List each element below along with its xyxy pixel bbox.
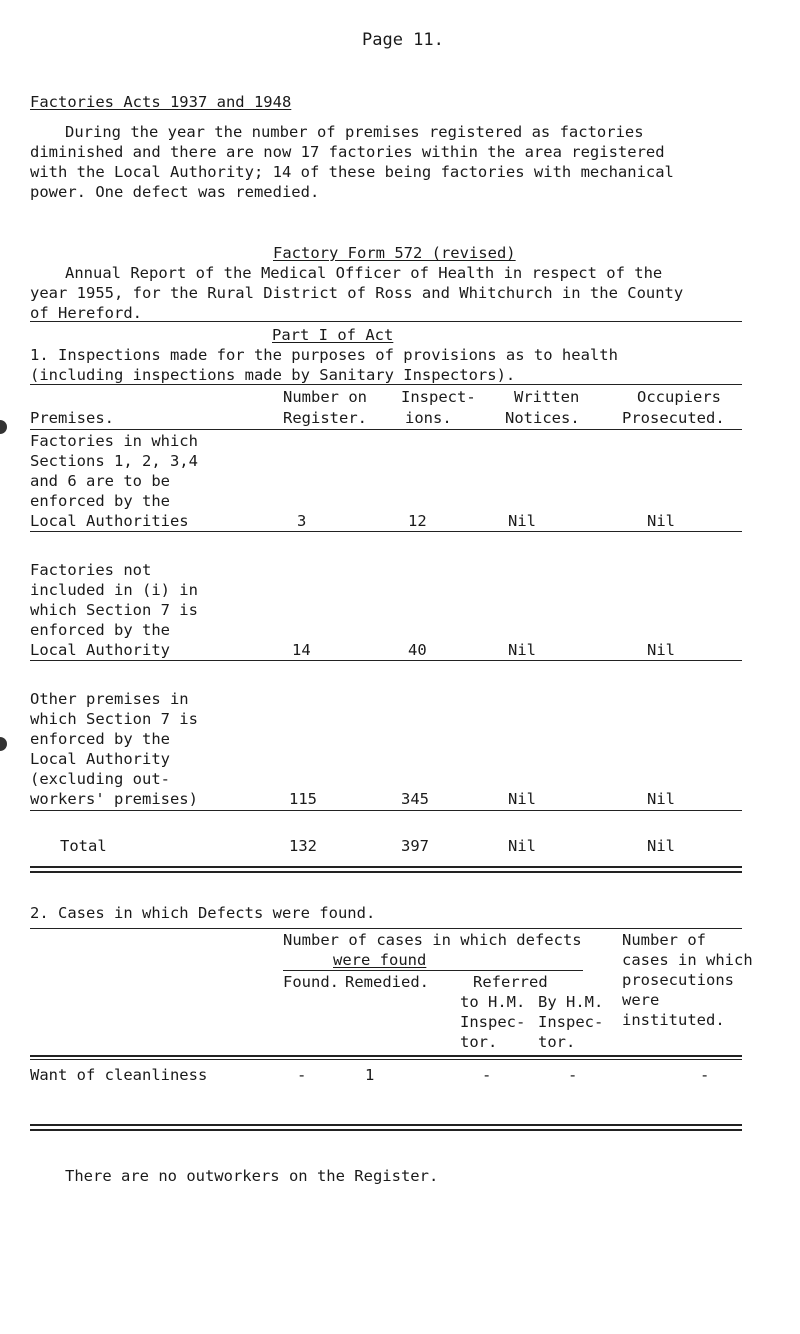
total-inspections: 397 bbox=[401, 837, 429, 855]
header-defects-group: Number of cases in which defects bbox=[283, 931, 582, 949]
rule bbox=[283, 970, 583, 971]
cell-remedied: 1 bbox=[365, 1066, 375, 1084]
report-intro-line: year 1955, for the Rural District of Ross and Whitchurch in the County bbox=[30, 284, 684, 302]
cell-register: 115 bbox=[289, 790, 317, 808]
report-intro-line: of Hereford. bbox=[30, 304, 142, 322]
header-inspections: Inspect- bbox=[401, 388, 476, 406]
total-register: 132 bbox=[289, 837, 317, 855]
table2-title: 2. Cases in which Defects were found. bbox=[30, 904, 376, 922]
total-prosecuted: Nil bbox=[647, 837, 675, 855]
cell-register: 14 bbox=[292, 641, 311, 659]
header-remedied: Remedied. bbox=[345, 973, 429, 991]
rule bbox=[30, 928, 742, 929]
double-rule bbox=[30, 1055, 742, 1057]
rule bbox=[30, 1059, 742, 1060]
cell-notices: Nil bbox=[508, 641, 536, 659]
double-rule bbox=[30, 871, 742, 873]
header-prosecuted: Occupiers bbox=[637, 388, 721, 406]
footer-note: There are no outworkers on the Register. bbox=[65, 1167, 439, 1185]
rule bbox=[30, 810, 742, 811]
cell-found: - bbox=[297, 1066, 307, 1084]
header-defects-group: were found bbox=[333, 951, 427, 969]
part-title: Part I of Act bbox=[272, 326, 394, 344]
cell-notices: Nil bbox=[508, 790, 536, 808]
total-notices: Nil bbox=[508, 837, 536, 855]
header-register: Number on bbox=[283, 388, 367, 406]
total-label: Total bbox=[60, 837, 107, 855]
inspections-heading bbox=[30, 345, 780, 385]
double-rule bbox=[30, 1129, 742, 1131]
scan-blot bbox=[0, 420, 7, 434]
cell-referred: - bbox=[482, 1066, 492, 1084]
header-notices: Written bbox=[514, 388, 580, 406]
inspections-heading-line: (including inspections made by Sanitary Inspectors). bbox=[30, 366, 516, 384]
header-notices: Notices. bbox=[505, 409, 580, 427]
paragraph-line: with the Local Authority; 14 of these being factories with mechanical bbox=[30, 163, 674, 181]
cell-inspections: 40 bbox=[408, 641, 427, 659]
rule bbox=[30, 531, 742, 532]
rule bbox=[30, 429, 742, 430]
header-register: Register. bbox=[283, 409, 367, 427]
scan-blot bbox=[0, 737, 7, 751]
paragraph-line: power. One defect was remedied. bbox=[30, 183, 320, 201]
report-intro-line: Annual Report of the Medical Officer of Health in respect of the bbox=[65, 264, 663, 282]
page-number: Page 11. bbox=[362, 30, 444, 50]
form-title: Factory Form 572 (revised) bbox=[273, 244, 516, 262]
paragraph-line: During the year the number of premises registered as factories bbox=[65, 123, 644, 141]
cell-prosecutions: - bbox=[700, 1066, 710, 1084]
double-rule bbox=[30, 1124, 742, 1126]
header-by-hm: By H.M. Inspec- tor. bbox=[538, 993, 604, 1051]
report-intro bbox=[30, 263, 780, 323]
header-premises: Premises. bbox=[30, 409, 114, 427]
cell-inspections: 12 bbox=[408, 512, 427, 530]
cell-register: 3 bbox=[297, 512, 307, 530]
row-label: Factories in which Sections 1, 2, 3,4 and 6 are to be enforced by the Local Authorities bbox=[30, 432, 198, 530]
cell-by-hm: - bbox=[568, 1066, 578, 1084]
header-found: Found. bbox=[283, 973, 339, 991]
cell-prosecuted: Nil bbox=[647, 512, 675, 530]
cell-notices: Nil bbox=[508, 512, 536, 530]
header-referred: Referred to H.M. Inspec- tor. bbox=[460, 973, 548, 1051]
cell-prosecuted: Nil bbox=[647, 641, 675, 659]
paragraph-line: diminished and there are now 17 factories within the area registered bbox=[30, 143, 665, 161]
inspections-heading-line: 1. Inspections made for the purposes of provisions as to health bbox=[30, 346, 618, 364]
cell-inspections: 345 bbox=[401, 790, 429, 808]
header-inspections: ions. bbox=[405, 409, 452, 427]
rule bbox=[30, 384, 742, 385]
intro-paragraph bbox=[30, 122, 780, 202]
row-label: Other premises in which Section 7 is enforced by the Local Authority (excluding out- workers' premises) bbox=[30, 690, 198, 808]
header-prosecuted: Prosecuted. bbox=[622, 409, 725, 427]
row-label: Factories not included in (i) in which Section 7 is enforced by the Local Authority bbox=[30, 561, 198, 659]
row-label: Want of cleanliness bbox=[30, 1066, 208, 1084]
cell-prosecuted: Nil bbox=[647, 790, 675, 808]
rule bbox=[30, 660, 742, 661]
section-heading: Factories Acts 1937 and 1948 bbox=[30, 93, 292, 111]
header-prosecutions: Number of cases in which prosecutions were instituted. bbox=[622, 931, 753, 1029]
double-rule bbox=[30, 866, 742, 868]
rule bbox=[30, 321, 742, 322]
